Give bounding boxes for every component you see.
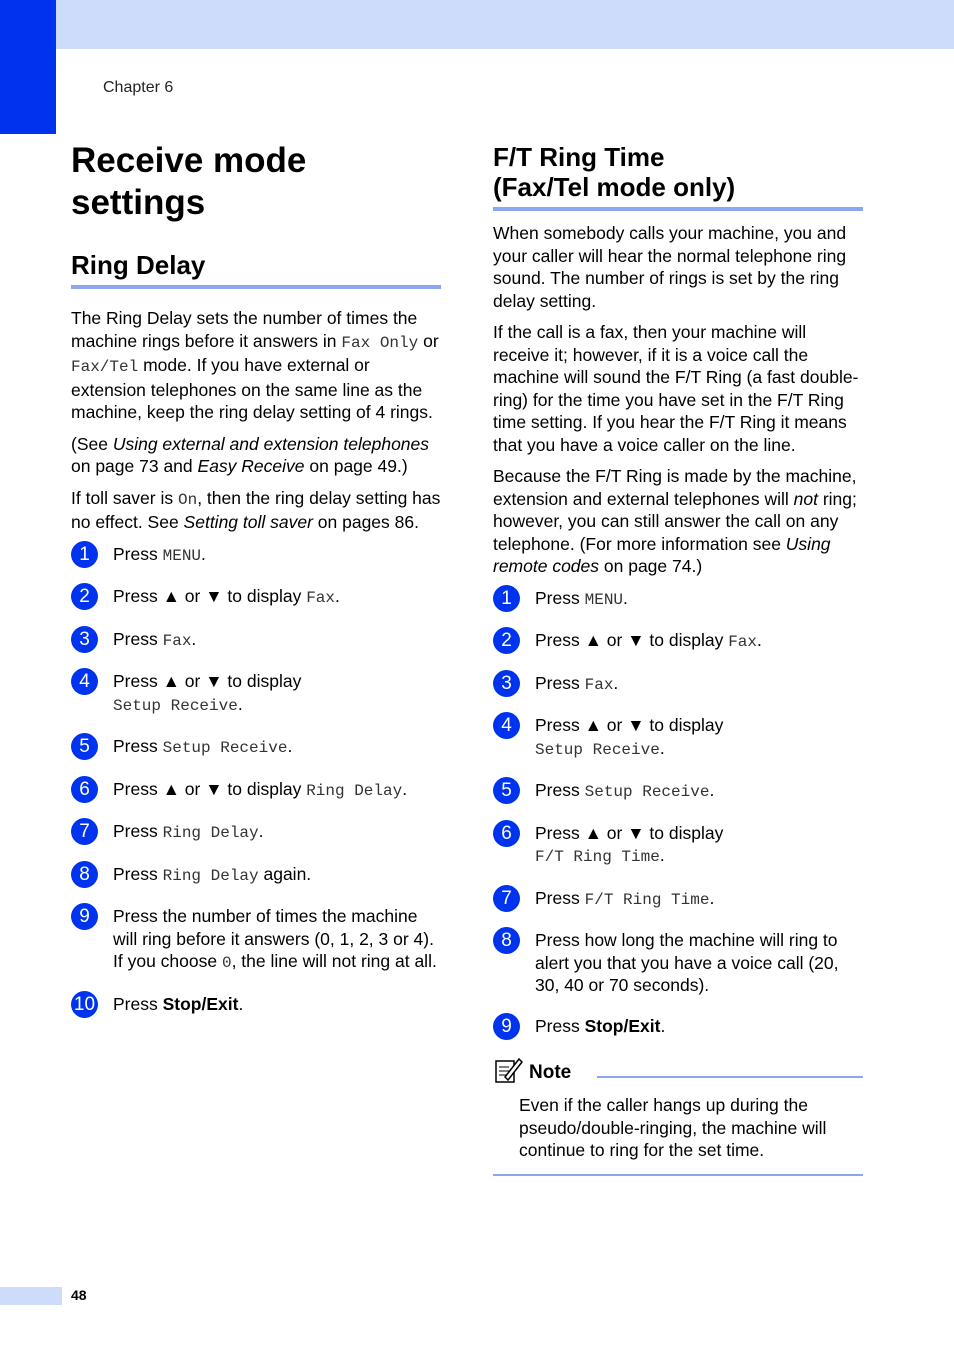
- right-column: [493, 142, 863, 1176]
- step: 5 Press Setup Receive.: [71, 735, 441, 760]
- step: 8 Press Ring Delay again.: [71, 863, 441, 888]
- cross-reference: Easy Receive: [197, 456, 305, 476]
- page-number-bar: [0, 1287, 62, 1305]
- step: 1 Press MENU.: [71, 543, 441, 568]
- step: 6 Press ▲ or ▼ to display Ring Delay.: [71, 778, 441, 803]
- step: 4 Press ▲ or ▼ to display Setup Receive.: [493, 714, 863, 761]
- step-number: 8: [71, 861, 98, 888]
- step-list: [493, 587, 863, 1038]
- step-number: 5: [71, 733, 98, 760]
- step: 9 Press the number of times the machine will ring before it answers (0, 1, 2, 3 or 4). If you choose 0, the line will not ring at all.: [71, 905, 441, 975]
- step-number: 7: [71, 818, 98, 845]
- step: 8 Press how long the machine will ring to alert you that you have a voice call (20, 30, 40 or 70 seconds).: [493, 929, 863, 997]
- step-number: 2: [493, 627, 520, 654]
- paragraph: (See Using external and extension telephones on page 73 and Easy Receive on page 49.): [71, 433, 430, 476]
- step: 1 Press MENU.: [493, 587, 863, 612]
- step-number: 1: [493, 585, 520, 612]
- step-number: 3: [493, 670, 520, 697]
- paragraph: Because the F/T Ring is made by the machine, extension and external telephones will not ring; however, you can still answer the call on any telephone. (For more information see Using remote codes on page 74.): [493, 466, 857, 576]
- chapter-tab: [0, 0, 56, 134]
- step-number: 6: [71, 776, 98, 803]
- step: 5 Press Setup Receive.: [493, 779, 863, 804]
- step: 7 Press F/T Ring Time.: [493, 887, 863, 912]
- note-divider: [597, 1076, 863, 1078]
- note-body: Even if the caller hangs up during the pseudo/double-ringing, the machine will continue to ring for the set time.: [519, 1095, 827, 1160]
- paragraph: If the call is a fax, then your machine will receive it; however, if it is a voice call the machine will sound the F/T Ring (a fast double-ring) for the time you have set in the F/T Ring time setting. If you hear the F/T Ring it means that you have a voice caller on the line.: [493, 322, 859, 455]
- note-pencil-icon: [493, 1055, 523, 1090]
- left-column: [71, 140, 441, 1033]
- note-box: [493, 1055, 863, 1176]
- step-number: 3: [71, 626, 98, 653]
- note-title: Note: [529, 1061, 572, 1083]
- step-number: 10: [71, 991, 98, 1018]
- step: 3 Press Fax.: [71, 628, 441, 653]
- page-title: Receive mode settings: [71, 141, 307, 222]
- step: 6 Press ▲ or ▼ to display F/T Ring Time.: [493, 822, 863, 869]
- step-number: 4: [71, 668, 98, 695]
- step: 2 Press ▲ or ▼ to display Fax.: [493, 629, 863, 654]
- page-number: 48: [71, 1287, 87, 1303]
- step-number: 5: [493, 777, 520, 804]
- chapter-label: Chapter 6: [103, 79, 174, 96]
- step: 10 Press Stop/Exit.: [71, 993, 441, 1016]
- step-number: 1: [71, 541, 98, 568]
- step-list: [71, 543, 441, 1016]
- step: 7 Press Ring Delay.: [71, 820, 441, 845]
- section-heading-ring-delay: Ring Delay: [71, 250, 441, 289]
- step: 2 Press ▲ or ▼ to display Fax.: [71, 585, 441, 610]
- paragraph: The Ring Delay sets the number of times the machine rings before it answers in Fax Only or Fax/Tel mode. If you have external or extension telephones on the same line as the machine, keep the ring delay setting of 4 rings.: [71, 308, 439, 422]
- cross-reference: Setting toll saver: [183, 512, 313, 532]
- step-number: 2: [71, 583, 98, 610]
- step-number: 6: [493, 820, 520, 847]
- paragraph: When somebody calls your machine, you and your caller will hear the normal telephone ring sound. The number of rings is set by the ring delay setting.: [493, 223, 847, 311]
- section-heading-ft-ring-time: F/T Ring Time (Fax/Tel mode only): [493, 142, 863, 211]
- step-number: 9: [493, 1013, 520, 1040]
- step-number: 7: [493, 885, 520, 912]
- step-number: 9: [71, 903, 98, 930]
- cross-reference: Using external and extension telephones: [112, 433, 430, 454]
- paragraph: If toll saver is On, then the ring delay setting has no effect. See Setting toll saver on pages 86.: [71, 487, 441, 532]
- cross-reference: Using remote codes: [493, 533, 831, 576]
- step-number: 4: [493, 712, 520, 739]
- step: 3 Press Fax.: [493, 672, 863, 697]
- top-banner: [0, 0, 954, 49]
- step: 9 Press Stop/Exit.: [493, 1015, 863, 1038]
- step-number: 8: [493, 927, 520, 954]
- step: 4 Press ▲ or ▼ to display Setup Receive.: [71, 670, 441, 717]
